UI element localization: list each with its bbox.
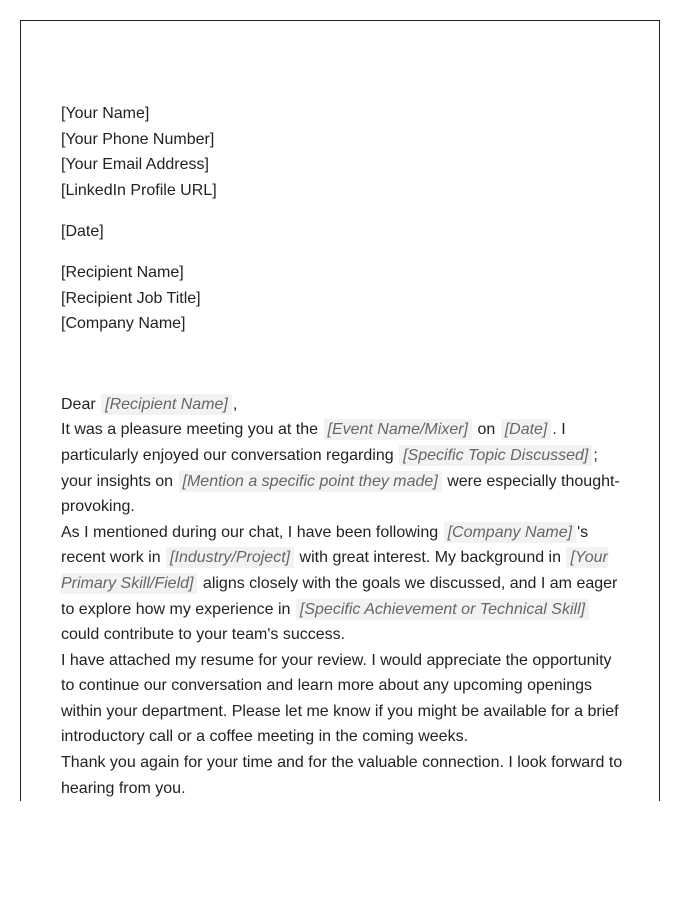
recipient-company: [Company Name] [61,315,186,333]
placeholder-specific-topic: [Specific Topic Discussed] [399,445,592,466]
sender-phone: [Your Phone Number] [61,130,215,148]
recipient-name: [Recipient Name] [61,263,184,281]
sender-linkedin: [LinkedIn Profile URL] [61,181,217,199]
placeholder-date: [Date] [501,419,552,440]
placeholder-company-name: [Company Name] [444,522,577,543]
placeholder-specific-point: [Mention a specific point they made] [179,471,442,492]
placeholder-event-name: [Event Name/Mixer] [324,419,472,440]
paragraph-3: I have attached my resume for your review. I would appreciate the opportunity to continue our conversation and learn more about any upcoming openings within your department. Please let me know if you might be available for a brief introductory call or a coffee meeting in the coming weeks. [61,651,619,746]
placeholder-recipient-name: [Recipient Name] [101,394,232,415]
recipient-job-title: [Recipient Job Title] [61,289,201,307]
paragraph-1-text: It was a pleasure meeting you at the [61,421,319,439]
paragraph-2-text: As I mentioned during our chat, I have been following [61,523,439,541]
placeholder-achievement-skill: [Specific Achievement or Technical Skill] [296,599,589,620]
paragraph-2-text: with great interest. My background in [299,549,562,567]
placeholder-primary-skill: [Your Primary Skill/Field] [61,549,608,592]
paragraph-2-text: could contribute to your team's success. [61,626,346,644]
letter-body [61,392,626,801]
spacer [61,203,626,219]
paragraph-1-text: . I particularly enjoyed our conversation regarding [61,421,566,464]
paragraph-1-text: were especially thought-provoking. [61,472,620,516]
placeholder-industry-project: [Industry/Project] [166,547,294,568]
letter-date: [Date] [61,223,104,241]
paragraph-2-text: aligns closely with the goals we discussed, and I am eager to explore how my experience in [61,574,618,618]
letter-content [61,101,626,801]
letter-page [20,20,660,801]
spacer [61,245,626,260]
sender-block [61,101,626,203]
paragraph-2 [61,520,626,648]
recipient-block [61,260,626,337]
paragraph-1-text: ; your insights on [61,446,598,490]
sender-name: [Your Name] [61,105,150,122]
date-block [61,219,626,245]
salutation-prefix: Dear [61,395,96,413]
paragraph-4: Thank you again for your time and for the valuable connection. I look forward to hearing from you. [61,754,623,797]
salutation-suffix: , [232,395,238,413]
spacer [61,337,626,392]
paragraph-1 [61,417,626,519]
paragraph-1-text: on [477,421,496,439]
salutation [61,392,626,418]
sender-email: [Your Email Address] [61,156,209,174]
paragraph-2-text: 's recent work in [61,523,589,567]
